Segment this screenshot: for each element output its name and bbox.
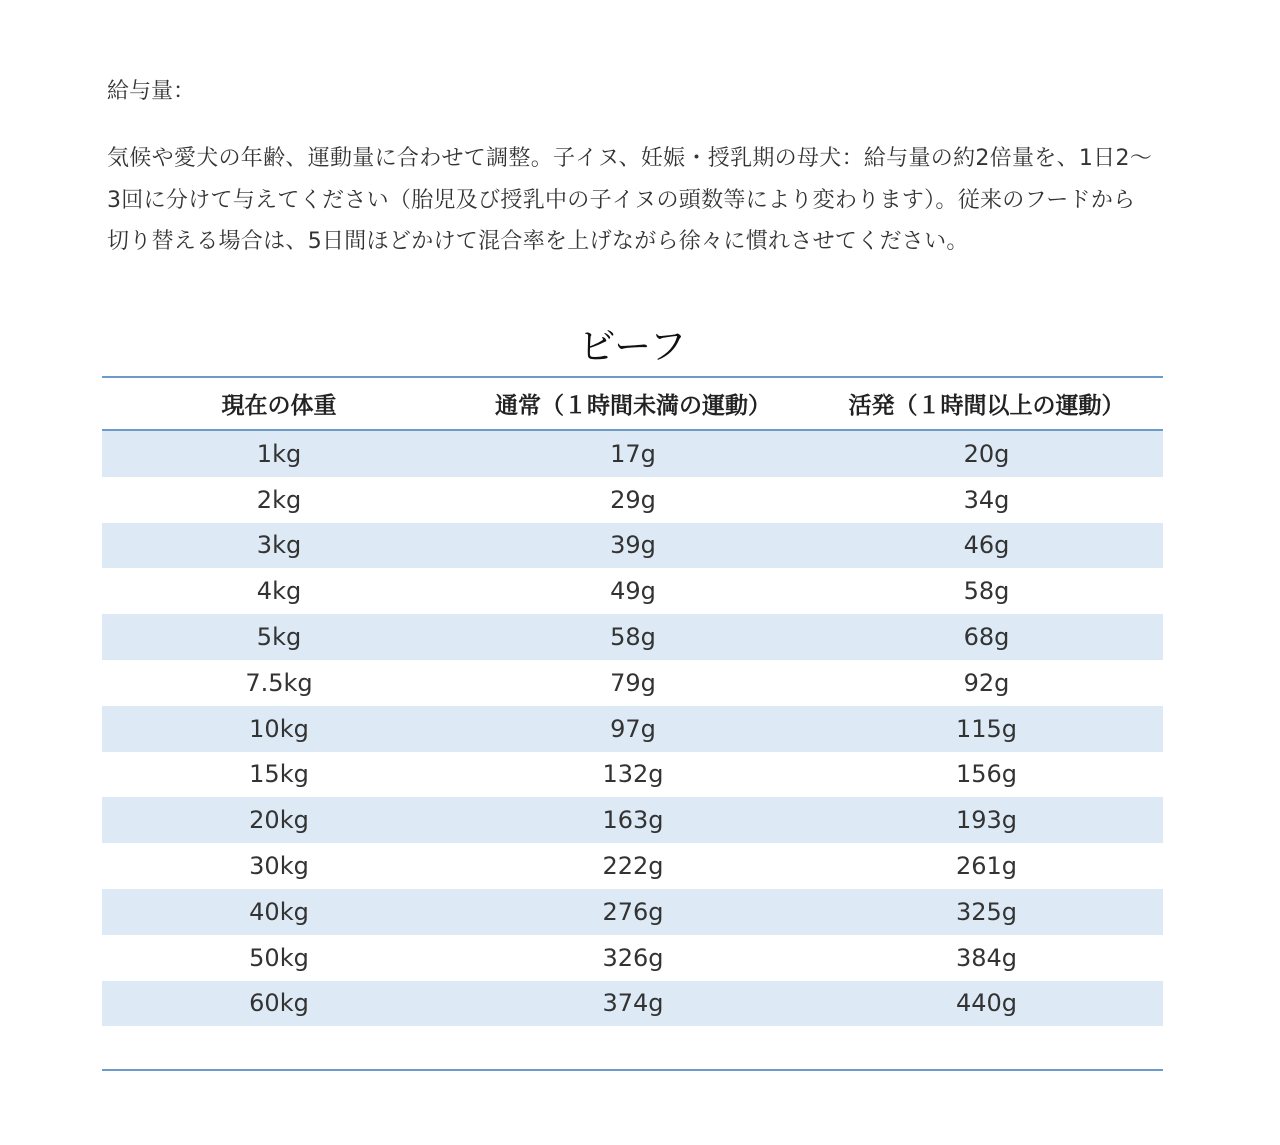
table-row (102, 477, 1163, 523)
table-row (102, 843, 1163, 889)
table-footer-spacer (102, 1026, 1163, 1069)
cell-weight: 20kg (249, 806, 309, 835)
cell-weight: 4kg (256, 577, 302, 606)
cell-active: 20g (963, 439, 1010, 468)
cell-active: 261g (955, 852, 1018, 881)
cell-active: 440g (955, 989, 1018, 1018)
table-row (102, 981, 1163, 1027)
cell-weight: 50kg (249, 943, 309, 972)
table-row (102, 568, 1163, 614)
header-active: 活発（１時間以上の運動） (848, 393, 1125, 419)
cell-normal: 276g (602, 897, 664, 926)
feeding-table (102, 376, 1163, 1071)
table-header-row (102, 378, 1163, 429)
cell-normal: 374g (602, 989, 664, 1018)
cell-weight: 60kg (249, 989, 309, 1018)
cell-normal: 29g (610, 485, 656, 514)
cell-active: 68g (963, 623, 1010, 652)
table-row (102, 431, 1163, 477)
cell-normal: 17g (610, 439, 656, 468)
cell-normal: 326g (602, 943, 664, 972)
cell-active: 34g (963, 485, 1010, 514)
cell-normal: 58g (610, 623, 656, 652)
cell-weight: 15kg (249, 760, 309, 789)
cell-normal: 97g (610, 714, 656, 743)
header-weight: 現在の体重 (221, 393, 337, 419)
table-title: ビーフ (578, 325, 687, 368)
table-row (102, 614, 1163, 660)
cell-weight: 40kg (249, 897, 309, 926)
cell-weight: 7.5kg (245, 668, 313, 697)
cell-normal: 49g (610, 577, 656, 606)
table-body (102, 431, 1163, 1026)
cell-active: 325g (955, 897, 1018, 926)
cell-weight: 1kg (256, 439, 302, 468)
feeding-description: 気候や愛犬の年齢、運動量に合わせて調整。子イヌ、妊娠・授乳期の母犬：給与量の約2倍量を、1日2〜3回に分けて与えてください（胎児及び授乳中の子イヌの頭数等により変わります）。従来のフードから切り替える場合は、5日間ほどかけて混合率を上げながら徐々に慣れさせてください。 (107, 146, 1153, 254)
cell-weight: 10kg (249, 714, 309, 743)
table-row (102, 889, 1163, 935)
cell-weight: 5kg (256, 623, 302, 652)
cell-normal: 132g (602, 760, 664, 789)
table-row (102, 935, 1163, 981)
cell-weight: 30kg (249, 852, 309, 881)
cell-active: 193g (955, 806, 1018, 835)
table-row (102, 752, 1163, 798)
cell-active: 384g (955, 943, 1018, 972)
cell-active: 156g (955, 760, 1018, 789)
cell-active: 46g (963, 531, 1010, 560)
table-row (102, 797, 1163, 843)
feeding-amount-label: 給与量： (107, 79, 196, 104)
cell-normal: 163g (602, 806, 664, 835)
header-normal: 通常（１時間未満の運動） (495, 393, 771, 419)
cell-active: 58g (963, 577, 1010, 606)
table-row (102, 706, 1163, 752)
cell-weight: 3kg (256, 531, 302, 560)
cell-normal: 39g (610, 531, 656, 560)
cell-weight: 2kg (256, 485, 302, 514)
cell-normal: 222g (602, 852, 664, 881)
table-row (102, 660, 1163, 706)
cell-active: 92g (963, 668, 1010, 697)
cell-active: 115g (955, 714, 1018, 743)
cell-normal: 79g (610, 668, 656, 697)
table-bottom-rule (102, 1069, 1163, 1071)
table-row (102, 523, 1163, 569)
